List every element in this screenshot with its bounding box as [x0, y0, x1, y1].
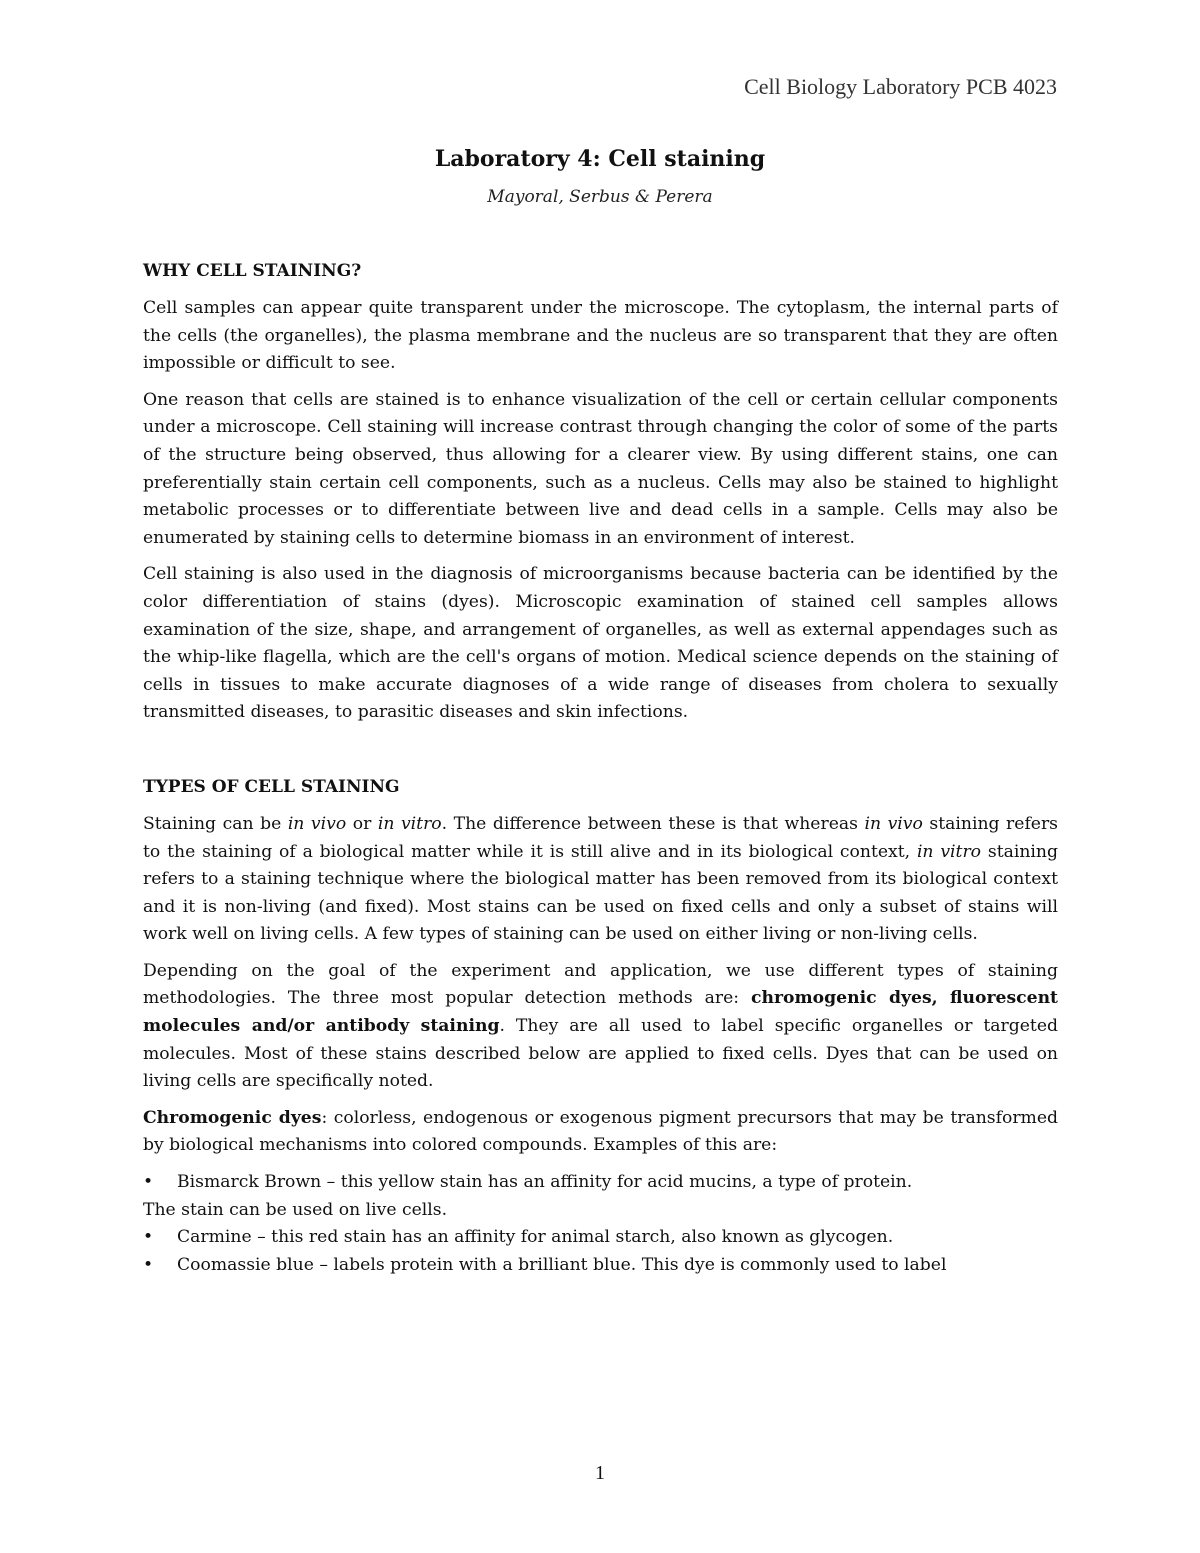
- stain-list: [143, 1169, 1058, 1197]
- list-item: [143, 1252, 1058, 1280]
- paragraph: [143, 958, 1058, 1096]
- list-item-continuation: The stain can be used on live cells.: [143, 1199, 448, 1220]
- list-item-text: Coomassie blue – labels protein with a brilliant blue. This dye is commonly used to label: [177, 1254, 947, 1275]
- italic-term: in vitro: [916, 841, 982, 862]
- paragraph: One reason that cells are stained is to enhance visualization of the cell or certain cellular components under a microscope. Cell staining will increase contrast through changing the color of some of the parts of the structure being observed, thus allowing for a clearer view. By using different stains, one can preferentially stain certain cell components, such as a nucleus. Cells may also be stained to highlight metabolic processes or to differentiate between live and dead cells in a sample. Cells may also be enumerated by staining cells to determine biomass in an environment of interest.: [143, 389, 1058, 548]
- italic-term: in vitro: [377, 813, 442, 834]
- bullet-icon: •: [143, 1254, 154, 1275]
- document-title: Laboratory 4: Cell staining: [434, 146, 766, 172]
- text-run: . They are all used to label specific organelles or targeted molecules. Most of these stains described below are applied to fixed cells. Dyes that can be used on living cells are specifically noted.: [143, 1016, 1059, 1092]
- text-run: Depending on the goal of the experiment and application, we use different types of staining methodologies. The three most popular detection methods are:: [143, 960, 1058, 1009]
- paragraph: [143, 1105, 1058, 1160]
- page-number: 1: [595, 1462, 605, 1484]
- text-run: Staining can be: [143, 813, 288, 834]
- italic-term: in vivo: [287, 813, 347, 834]
- stain-list: [143, 1224, 1058, 1279]
- text-run: or: [346, 813, 378, 834]
- text-run: . The difference between these is that whereas: [441, 813, 865, 834]
- title-block: [0, 143, 1200, 207]
- list-item-text: Bismarck Brown – this yellow stain has an affinity for acid mucins, a type of protein.: [177, 1172, 913, 1193]
- bold-term: Chromogenic dyes: [143, 1107, 322, 1128]
- text-run: staining refers to the staining of a biological matter while it is still alive and in its biological context,: [143, 813, 1059, 862]
- list-item: [143, 1224, 1058, 1252]
- paragraph: [143, 811, 1058, 949]
- section-heading-types: TYPES OF CELL STAINING: [143, 776, 400, 797]
- italic-term: in vivo: [864, 813, 923, 834]
- section-spacer: [143, 736, 1058, 774]
- section-heading-why: WHY CELL STAINING?: [143, 261, 362, 281]
- list-item-text: Carmine – this red stain has an affinity for animal starch, also known as glycogen.: [177, 1227, 894, 1248]
- paragraph: Cell samples can appear quite transparent under the microscope. The cytoplasm, the internal parts of the cells (the organelles), the plasma membrane and the nucleus are so transparent that they are often impossible or difficult to see.: [143, 298, 1058, 374]
- paragraph: Cell staining is also used in the diagnosis of microorganisms because bacteria can be identified by the color differentiation of stains (dyes). Microscopic examination of stained cell samples allows examination of the size, shape, and arrangement of organelles, as well as external appendages such as the whip-like flagella, which are the cell's organs of motion. Medical science depends on the staining of cells in tissues to make accurate diagnoses of a wide range of diseases from cholera to sexually transmitted diseases, to parasitic diseases and skin infections.: [143, 564, 1058, 723]
- bold-term: chromogenic dyes, fluorescent molecules and/or antibody staining: [143, 988, 1059, 1037]
- document-body: [143, 258, 1058, 1279]
- running-header: Cell Biology Laboratory PCB 4023: [744, 74, 1057, 99]
- bullet-icon: •: [143, 1172, 154, 1193]
- document-authors: Mayoral, Serbus & Perera: [487, 187, 713, 207]
- bullet-icon: •: [143, 1227, 154, 1248]
- list-item: [143, 1169, 1058, 1197]
- text-run: : colorless, endogenous or exogenous pigment precursors that may be transformed by biological mechanisms into colored compounds. Examples of this are:: [143, 1107, 1059, 1156]
- text-run: staining refers to a staining technique where the biological matter has been removed from its biological context and it is non-living (and fixed). Most stains can be used on fixed cells and only a subset of stains will work well on living cells. A few types of staining can be used on either living or non-living cells.: [143, 841, 1058, 945]
